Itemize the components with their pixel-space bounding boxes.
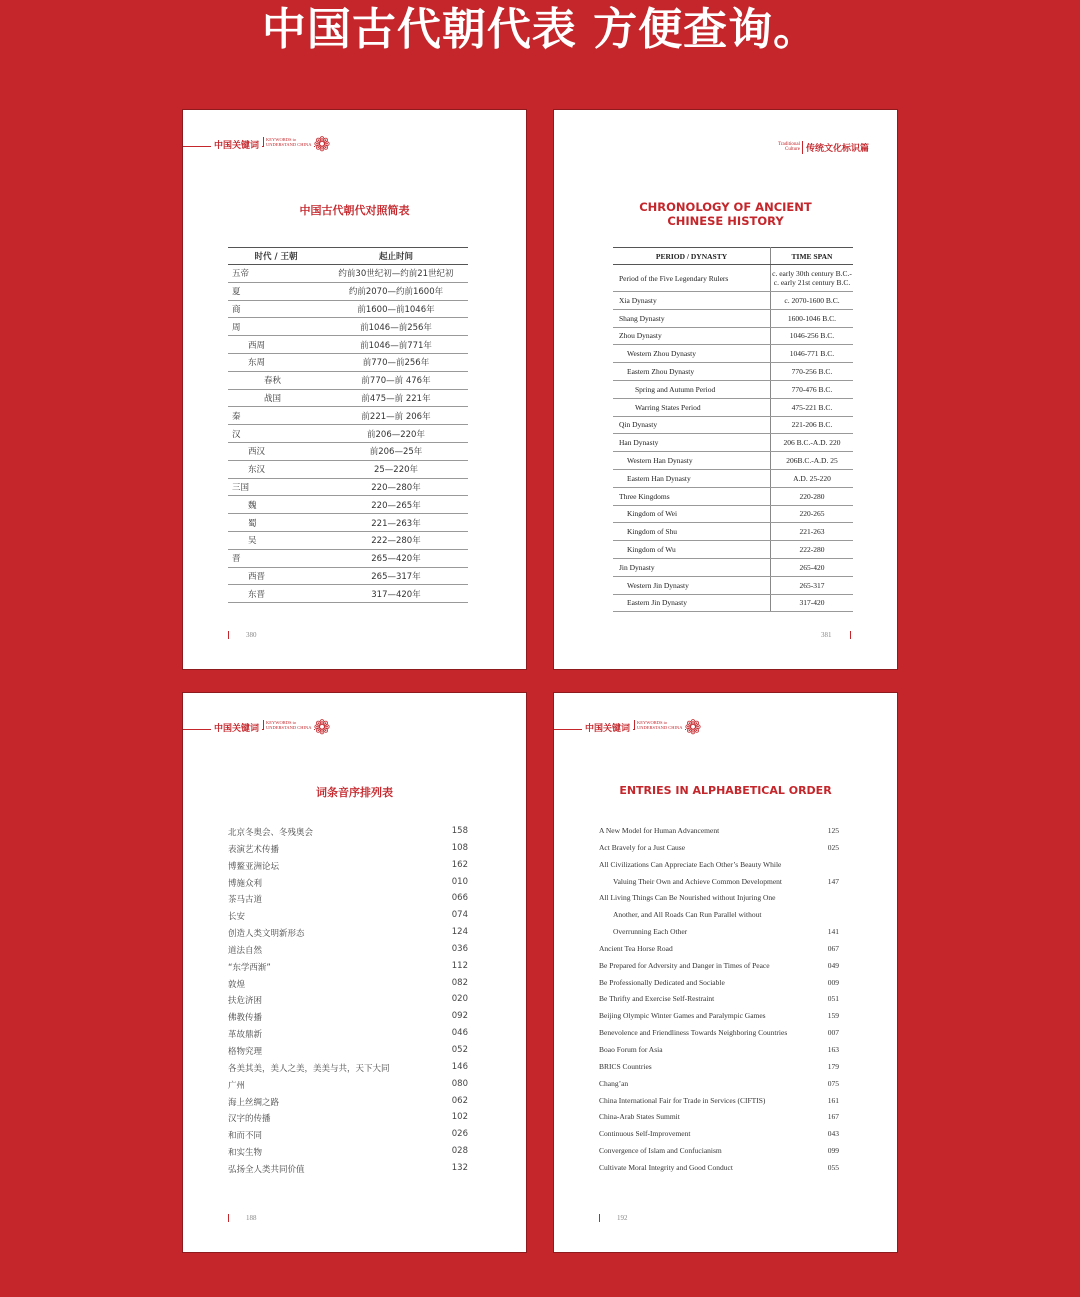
page-title: ENTRIES IN ALPHABETICAL ORDER: [619, 784, 832, 797]
time-span-line: 475-221 B.C.: [791, 402, 833, 412]
time-span: 221—263年: [324, 514, 468, 532]
dynasty-name: 商: [228, 300, 324, 318]
list-item: [228, 826, 468, 843]
dynasty-table-en: [613, 247, 853, 612]
dynasty-name: 东晋: [228, 585, 324, 603]
list-item: [228, 1112, 468, 1129]
header-cn-title: 传统文化标识篇: [802, 141, 869, 154]
dynasty-name: Period of the Five Legendary Rulers: [613, 265, 771, 292]
entry-page: 009: [827, 977, 839, 987]
time-span-line: 221-206 B.C.: [791, 420, 833, 430]
list-item: [599, 1011, 839, 1028]
time-span: [771, 576, 854, 594]
table-row: [613, 558, 853, 576]
time-span: 约前2070—约前1600年: [324, 282, 468, 300]
dynasty-name: 战国: [228, 389, 324, 407]
table-row: [228, 496, 468, 514]
banner-title: 中国古代朝代表 方便查询。: [261, 4, 819, 55]
table-row: [613, 594, 853, 612]
entry-text: China-Arab States Summit: [599, 1112, 680, 1122]
dynasty-name: Western Han Dynasty: [613, 452, 771, 470]
table-row: [613, 452, 853, 470]
column-header: 时代 / 王朝: [228, 248, 324, 265]
page-bar: [850, 631, 851, 639]
time-span-line: 221-263: [799, 527, 825, 537]
dynasty-name: Jin Dynasty: [613, 558, 771, 576]
time-span: [771, 434, 854, 452]
list-item: [228, 877, 468, 894]
table-row: [228, 407, 468, 425]
entry-text: Ancient Tea Horse Road: [599, 943, 673, 953]
time-span: [771, 487, 854, 505]
list-item: [599, 877, 839, 894]
time-span: [771, 309, 854, 327]
time-span: 前770—前 476年: [324, 371, 468, 389]
entry-text: 弘扬全人类共同价值: [228, 1164, 305, 1175]
time-span: 前1600—前1046年: [324, 300, 468, 318]
entry-text: 汉字的传播: [228, 1114, 271, 1125]
page-header: [183, 715, 333, 743]
dynasty-name: Kingdom of Shu: [613, 523, 771, 541]
table-row: [228, 353, 468, 371]
table-row: [228, 300, 468, 318]
entry-text: 敦煌: [228, 979, 246, 990]
table-row: [228, 478, 468, 496]
time-span: [771, 594, 854, 612]
list-item: [599, 961, 839, 978]
entry-text: “东学西渐”: [228, 962, 271, 973]
time-span: [771, 327, 854, 345]
time-span-line: 317-420: [799, 598, 825, 608]
entry-page: 125: [827, 826, 839, 835]
entry-text: 扶危济困: [228, 996, 263, 1007]
table-row: [613, 265, 853, 292]
entry-text: Cultivate Moral Integrity and Good Conduct: [599, 1162, 733, 1172]
table-row: [228, 389, 468, 407]
list-item: [228, 994, 468, 1011]
entry-page: 163: [827, 1044, 839, 1054]
table-row: [613, 487, 853, 505]
time-span: [771, 452, 854, 470]
entry-text: Valuing Their Own and Achieve Common Development: [613, 876, 782, 886]
header-en-title: KEYWORDS to UNDERSTAND CHINA: [263, 720, 314, 730]
entry-page: 066: [451, 893, 468, 904]
dynasty-name: Three Kingdoms: [613, 487, 771, 505]
table-row: [613, 434, 853, 452]
time-span: 前206—220年: [324, 425, 468, 443]
entry-text: 长安: [228, 912, 246, 923]
time-span: 前221—前 206年: [324, 407, 468, 425]
list-item: [228, 893, 468, 910]
time-span-line: 1600-1046 B.C.: [787, 313, 837, 323]
table-row: [613, 505, 853, 523]
time-span: 220—280年: [324, 478, 468, 496]
entry-text: 和而不同: [228, 1131, 263, 1142]
time-span: [771, 292, 854, 310]
time-span-line: 1046-771 B.C.: [789, 349, 835, 359]
dynasty-name: Western Jin Dynasty: [613, 576, 771, 594]
entry-text: Overrunning Each Other: [613, 927, 688, 937]
dynasty-name: 吴: [228, 531, 324, 549]
time-span: [771, 523, 854, 541]
entry-text: 和实生物: [228, 1148, 263, 1159]
dynasty-name: Zhou Dynasty: [613, 327, 771, 345]
entry-text: Act Bravely for a Just Cause: [599, 842, 686, 852]
entry-page: 082: [451, 977, 468, 988]
time-span: [771, 265, 854, 292]
time-span: [771, 416, 854, 434]
header-en-title: KEYWORDS to UNDERSTAND CHINA: [263, 137, 314, 147]
entry-page: 132: [451, 1162, 468, 1173]
dynasty-name: 东汉: [228, 460, 324, 478]
table-row: [613, 292, 853, 310]
table-row: [228, 460, 468, 478]
time-span: 220—265年: [324, 496, 468, 514]
entry-page: 159: [827, 1011, 839, 1021]
entry-page: 147: [827, 876, 839, 886]
list-item: [599, 1146, 839, 1163]
entry-text: 格物究理: [228, 1046, 263, 1057]
table-row: [613, 309, 853, 327]
dynasty-name: Shang Dynasty: [613, 309, 771, 327]
time-span: [771, 505, 854, 523]
time-span: [771, 398, 854, 416]
time-span: 25—220年: [324, 460, 468, 478]
page-number: 381: [821, 631, 832, 639]
entry-page: 025: [827, 842, 839, 852]
time-span: [771, 380, 854, 398]
table-row: [228, 371, 468, 389]
column-header: TIME SPAN: [771, 248, 854, 265]
book-page-380: [182, 109, 527, 670]
entry-text: Benevolence and Friendliness Towards Neighboring Countries: [599, 1028, 788, 1038]
dynasty-name: 晋: [228, 549, 324, 567]
list-item: [228, 1146, 468, 1163]
table-row: [228, 265, 468, 283]
entry-page: 046: [451, 1028, 468, 1039]
list-item: [228, 1045, 468, 1062]
entry-page: 043: [827, 1129, 839, 1139]
list-item: [599, 927, 839, 944]
time-span: [771, 541, 854, 559]
page-number: 188: [246, 1214, 257, 1222]
dynasty-name: 汉: [228, 425, 324, 443]
entry-page: 146: [451, 1061, 468, 1072]
entry-text: 各美其美，美人之美，美美与共，天下大同: [228, 1063, 390, 1074]
time-span-line: 206 B.C.-A.D. 220: [783, 438, 841, 448]
entry-list-en: [599, 826, 839, 1180]
table-row: [613, 363, 853, 381]
time-span-line: 265-420: [799, 562, 825, 572]
list-item: [228, 978, 468, 995]
list-item: [228, 1062, 468, 1079]
list-item: [599, 978, 839, 995]
list-item: [599, 944, 839, 961]
entry-page: 099: [827, 1146, 839, 1156]
entry-page: 162: [451, 859, 468, 870]
list-item: [599, 1129, 839, 1146]
table-row: [228, 425, 468, 443]
table-row: [228, 585, 468, 603]
dynasty-name: 西晋: [228, 567, 324, 585]
time-span-line: 770-256 B.C.: [791, 367, 833, 377]
entry-text: Be Thrifty and Exercise Self-Restraint: [599, 994, 715, 1004]
time-span: 317—420年: [324, 585, 468, 603]
entry-page: 112: [451, 960, 468, 971]
entry-page: 080: [451, 1078, 468, 1089]
time-span: [771, 558, 854, 576]
dynasty-name: 魏: [228, 496, 324, 514]
entry-page: 049: [827, 960, 839, 970]
dynasty-name: 夏: [228, 282, 324, 300]
entry-text: BRICS Countries: [599, 1061, 652, 1071]
time-span: 前1046—前256年: [324, 318, 468, 336]
dynasty-name: Eastern Zhou Dynasty: [613, 363, 771, 381]
list-item: [599, 910, 839, 927]
page-bar: [228, 1214, 229, 1222]
entry-text: 广州: [228, 1080, 246, 1091]
dynasty-name: 西汉: [228, 442, 324, 460]
chinese-knot-icon: ❁: [313, 134, 331, 156]
time-span: 前206—25年: [324, 442, 468, 460]
table-row: [228, 531, 468, 549]
page-number: 192: [617, 1214, 628, 1222]
entry-text: 茶马古道: [228, 895, 263, 906]
dynasty-name: Qin Dynasty: [613, 416, 771, 434]
time-span-line: 265-317: [799, 580, 825, 590]
entry-text: 海上丝绸之路: [228, 1097, 280, 1108]
page-title: CHRONOLOGY OF ANCIENT CHINESE HISTORY: [639, 200, 812, 228]
list-item: [599, 1096, 839, 1113]
entry-text: Another, and All Roads Can Run Parallel without: [613, 910, 762, 920]
time-span-line: c. early 21st century B.C.: [773, 278, 851, 287]
time-span-line: 220-280: [799, 491, 825, 501]
page-title: 中国古代朝代对照简表: [299, 204, 410, 217]
table-row: [228, 442, 468, 460]
entry-text: 创造人类文明新形态: [228, 929, 305, 940]
time-span: [771, 363, 854, 381]
list-item: [228, 961, 468, 978]
chinese-knot-icon: ❁: [313, 717, 331, 739]
dynasty-name: 蜀: [228, 514, 324, 532]
time-span: 265—420年: [324, 549, 468, 567]
entry-text: Be Prepared for Adversity and Danger in Times of Peace: [599, 960, 770, 970]
entry-page: 028: [451, 1146, 468, 1157]
entry-text: China International Fair for Trade in Services (CIFTIS): [599, 1095, 766, 1105]
time-span: 前475—前 221年: [324, 389, 468, 407]
time-span: 前770—前256年: [324, 353, 468, 371]
time-span: [771, 345, 854, 363]
entry-page: 062: [451, 1095, 468, 1106]
entry-page: 179: [827, 1061, 839, 1071]
time-span: 约前30世纪初—约前21世纪初: [324, 265, 468, 283]
page-number: 380: [246, 631, 257, 639]
entry-page: 167: [827, 1112, 839, 1122]
entry-text: Continuous Self-Improvement: [599, 1129, 691, 1139]
table-row: [613, 345, 853, 363]
dynasty-table-cn: [228, 247, 468, 603]
dynasty-name: 东周: [228, 353, 324, 371]
list-item: [228, 1028, 468, 1045]
entry-list-cn: [228, 826, 468, 1180]
time-span: 265—317年: [324, 567, 468, 585]
entry-page: 102: [451, 1112, 468, 1123]
table-row: [613, 469, 853, 487]
header-cn-title: 中国关键词: [211, 138, 262, 151]
entry-page: 010: [451, 876, 468, 887]
entry-page: 161: [827, 1095, 839, 1105]
table-row: [613, 541, 853, 559]
entry-page: 124: [451, 927, 468, 938]
list-item: [599, 860, 839, 877]
dynasty-name: Eastern Han Dynasty: [613, 469, 771, 487]
list-item: [228, 1129, 468, 1146]
dynasty-name: Spring and Autumn Period: [613, 380, 771, 398]
header-en-title: KEYWORDS to UNDERSTAND CHINA: [634, 720, 685, 730]
list-item: [228, 1163, 468, 1180]
table-row: [228, 549, 468, 567]
entry-text: 表演艺术传播: [228, 844, 280, 855]
entry-text: 佛教传播: [228, 1013, 263, 1024]
table-row: [613, 416, 853, 434]
time-span: 前1046—前771年: [324, 336, 468, 354]
column-header: PERIOD / DYNASTY: [613, 248, 771, 265]
entry-text: Be Professionally Dedicated and Sociable: [599, 977, 725, 987]
list-item: [228, 927, 468, 944]
list-item: [228, 860, 468, 877]
book-page-381: [553, 109, 898, 670]
time-span-line: A.D. 25-220: [793, 473, 831, 483]
dynasty-name: 周: [228, 318, 324, 336]
entry-page: 158: [451, 826, 468, 836]
table-row: [613, 398, 853, 416]
list-item: [599, 1062, 839, 1079]
dynasty-name: Kingdom of Wei: [613, 505, 771, 523]
list-item: [228, 944, 468, 961]
table-row: [613, 576, 853, 594]
table-row: [613, 523, 853, 541]
page-bar: [599, 1214, 600, 1222]
list-item: [228, 1096, 468, 1113]
dynasty-name: 春秋: [228, 371, 324, 389]
entry-text: 道法自然: [228, 945, 263, 956]
time-span-line: c. 2070-1600 B.C.: [784, 295, 840, 305]
table-row: [613, 327, 853, 345]
entry-text: 北京冬奥会、冬残奥会: [228, 828, 314, 838]
time-span-line: 206B.C.-A.D. 25: [786, 456, 838, 466]
entry-page: 020: [451, 994, 468, 1005]
entry-page: 007: [827, 1028, 839, 1038]
table-row: [228, 282, 468, 300]
dynasty-name: Western Zhou Dynasty: [613, 345, 771, 363]
entry-text: A New Model for Human Advancement: [599, 826, 720, 835]
entry-text: All Civilizations Can Appreciate Each Other’s Beauty While: [599, 859, 782, 869]
dynasty-name: Eastern Jin Dynasty: [613, 594, 771, 612]
dynasty-name: 三国: [228, 478, 324, 496]
entry-page: 055: [827, 1162, 839, 1172]
entry-text: 博施众利: [228, 878, 263, 889]
list-item: [599, 1028, 839, 1045]
entry-page: 108: [451, 842, 468, 853]
dynasty-name: Kingdom of Wu: [613, 541, 771, 559]
table-row: [228, 318, 468, 336]
entry-page: 092: [451, 1011, 468, 1022]
dynasty-name: 西周: [228, 336, 324, 354]
table-row: [228, 336, 468, 354]
list-item: [599, 843, 839, 860]
page-header: [554, 715, 704, 743]
page-bar: [228, 631, 229, 639]
dynasty-name: Han Dynasty: [613, 434, 771, 452]
column-header: 起止时间: [324, 248, 468, 265]
header-en-title: Traditional Culture: [777, 142, 800, 153]
list-item: [228, 910, 468, 927]
table-row: [228, 514, 468, 532]
list-item: [599, 1163, 839, 1180]
header-cn-title: 中国关键词: [211, 721, 262, 734]
dynasty-name: 秦: [228, 407, 324, 425]
list-item: [599, 1045, 839, 1062]
list-item: [599, 893, 839, 910]
entry-page: 026: [451, 1129, 468, 1140]
entry-text: Chang’an: [599, 1078, 629, 1088]
table-row: [613, 380, 853, 398]
header-cn-title: 中国关键词: [582, 721, 633, 734]
entry-text: 革故鼎新: [228, 1030, 263, 1041]
entry-text: Boao Forum for Asia: [599, 1044, 663, 1054]
book-page-192: [553, 692, 898, 1253]
list-item: [228, 1079, 468, 1096]
chinese-knot-icon: ❁: [684, 717, 702, 739]
list-item: [228, 1011, 468, 1028]
list-item: [599, 1079, 839, 1096]
dynasty-name: Xia Dynasty: [613, 292, 771, 310]
time-span-line: 222-280: [799, 545, 825, 555]
entry-page: 067: [827, 943, 839, 953]
list-item: [599, 826, 839, 843]
entry-page: 052: [451, 1044, 468, 1055]
entry-page: 036: [451, 943, 468, 954]
entry-page: 141: [827, 927, 839, 937]
entry-text: Beijing Olympic Winter Games and Paralympic Games: [599, 1011, 766, 1021]
list-item: [599, 1112, 839, 1129]
time-span: 222—280年: [324, 531, 468, 549]
time-span-line: c. early 30th century B.C.-: [772, 269, 852, 278]
time-span-line: 770-476 B.C.: [791, 384, 833, 394]
entry-text: All Living Things Can Be Nourished without Injuring One: [599, 893, 776, 903]
entry-page: 075: [827, 1078, 839, 1088]
entry-page: 051: [827, 994, 839, 1004]
list-item: [228, 843, 468, 860]
dynasty-name: 五帝: [228, 265, 324, 283]
time-span-line: 1046-256 B.C.: [789, 331, 835, 341]
page-header: [778, 138, 869, 156]
page-title: 词条音序排列表: [316, 786, 393, 799]
entry-text: Convergence of Islam and Confucianism: [599, 1146, 722, 1156]
time-span-line: 220-265: [799, 509, 825, 519]
list-item: [599, 994, 839, 1011]
time-span: [771, 469, 854, 487]
dynasty-name: Warring States Period: [613, 398, 771, 416]
page-header: [183, 132, 333, 160]
entry-page: 074: [451, 910, 468, 921]
table-row: [228, 567, 468, 585]
book-page-188: [182, 692, 527, 1253]
entry-text: 博鳌亚洲论坛: [228, 861, 280, 872]
